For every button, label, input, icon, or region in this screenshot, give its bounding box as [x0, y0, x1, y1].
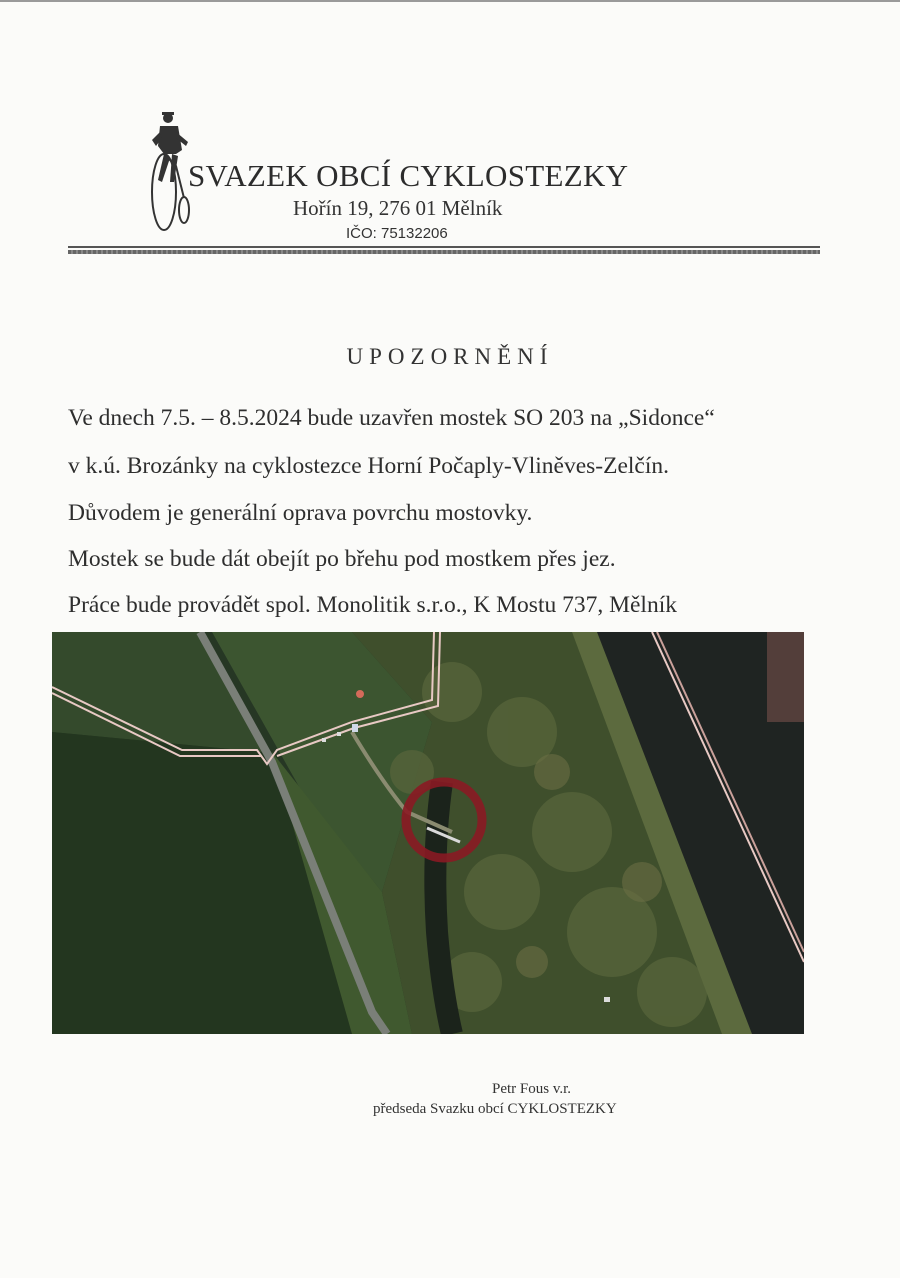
notice-line: Důvodem je generální oprava povrchu mostovky.: [68, 500, 533, 526]
cyclist-logo-icon: [146, 110, 194, 234]
signatory-name: Petr Fous v.r.: [492, 1081, 572, 1097]
signatory-role: předseda Svazku obcí CYKLOSTEZKY: [373, 1101, 617, 1117]
organization-name: SVAZEK OBCÍ CYKLOSTEZKY: [188, 158, 629, 193]
top-border: [0, 0, 900, 2]
header-divider-double: [68, 250, 820, 254]
organization-address: Hořín 19, 276 01 Mělník: [293, 196, 503, 220]
notice-title: UPOZORNĚNÍ: [346, 344, 554, 369]
aerial-map: [52, 632, 804, 1034]
header-divider: [68, 246, 820, 248]
notice-line: Ve dnech 7.5. – 8.5.2024 bude uzavřen mostek SO 203 na „Sidonce“: [68, 405, 715, 431]
organization-ico: IČO: 75132206: [346, 225, 448, 242]
notice-line: v k.ú. Brozánky na cyklostezce Horní Počaply-Vliněves-Zelčín.: [68, 453, 670, 479]
notice-line: Práce bude provádět spol. Monolitik s.r.o., K Mostu 737, Mělník: [68, 592, 677, 618]
notice-line: Mostek se bude dát obejít po břehu pod mostkem přes jez.: [68, 546, 616, 572]
